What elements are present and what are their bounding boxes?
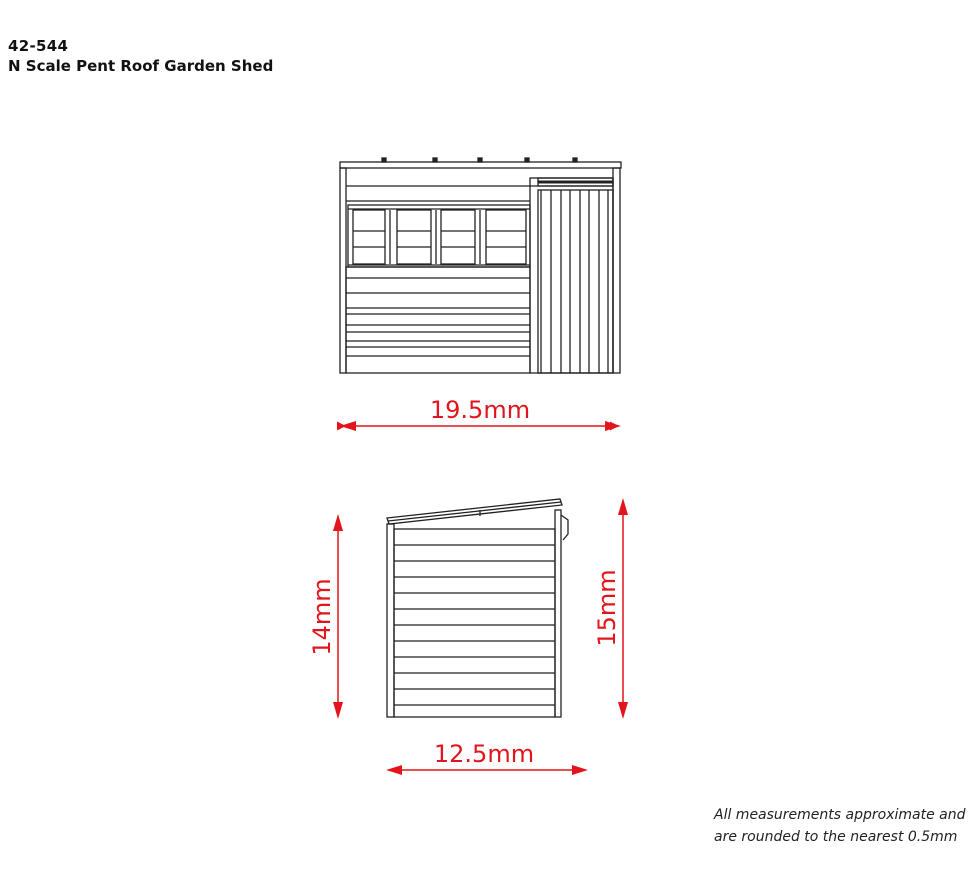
measurement-footnote — [714, 804, 966, 848]
footnote-line-1: All measurements approximate and — [714, 807, 966, 823]
front-roof — [340, 158, 621, 168]
side-elevation — [387, 499, 568, 717]
height-left-label: 14mm — [308, 578, 336, 656]
dimension-depth — [386, 740, 588, 775]
side-left-post — [387, 524, 394, 717]
dimension-width — [340, 396, 621, 431]
right-post — [613, 168, 620, 373]
hinge-detail — [561, 515, 568, 540]
left-post — [340, 168, 346, 373]
front-boarding — [346, 267, 530, 373]
front-elevation — [340, 158, 621, 373]
side-right-post — [555, 510, 561, 717]
front-door — [530, 178, 613, 373]
depth-label: 12.5mm — [433, 740, 535, 768]
footnote-line-2: are rounded to the nearest 0.5mm — [714, 829, 958, 845]
product-name: N Scale Pent Roof Garden Shed — [8, 57, 274, 75]
side-roof — [387, 499, 562, 524]
side-boarding — [394, 529, 555, 717]
height-right-label: 15mm — [593, 569, 621, 647]
front-window — [348, 205, 530, 267]
dimension-height-left — [308, 514, 343, 719]
product-code: 42-544 — [8, 37, 69, 55]
dimension-height-right — [593, 498, 628, 719]
width-label: 19.5mm — [429, 396, 531, 424]
